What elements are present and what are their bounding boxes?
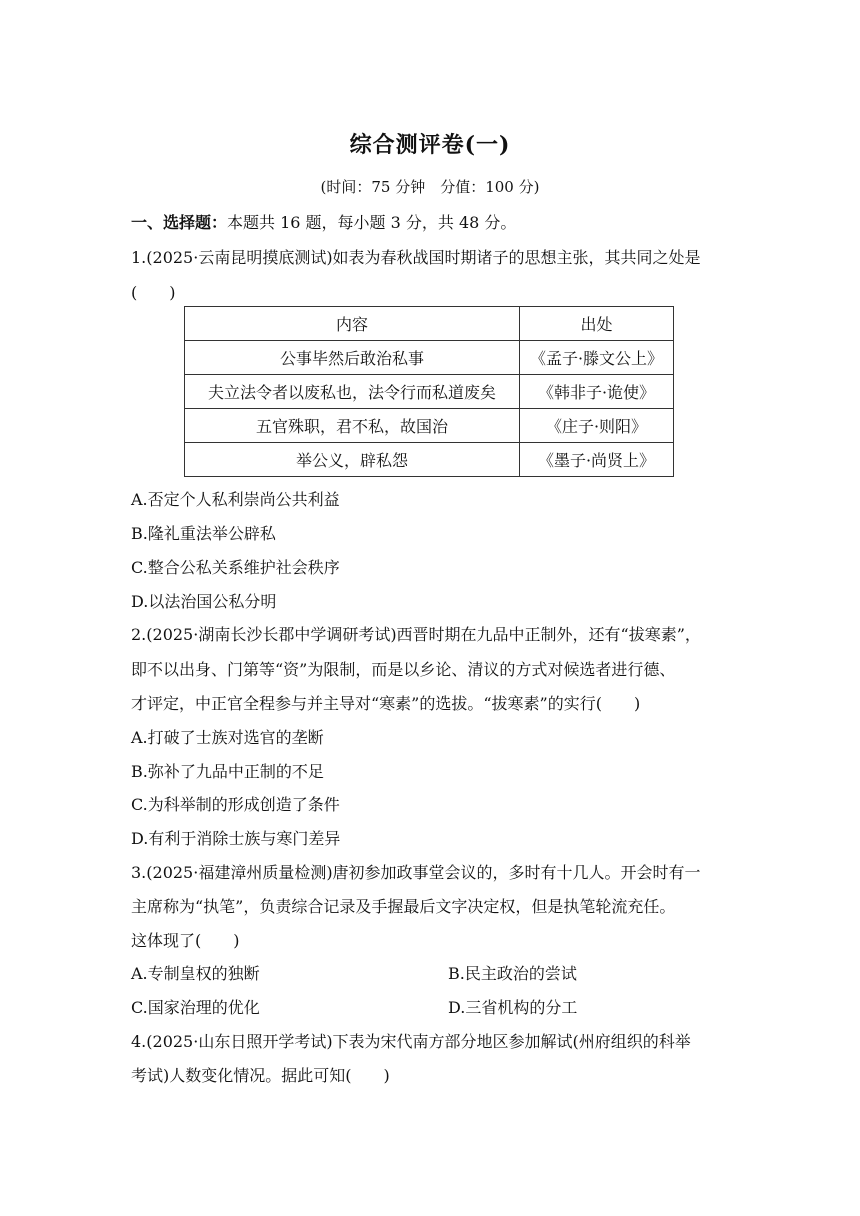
- q1-option-a: A.否定个人私利崇尚公共利益: [131, 490, 340, 509]
- q3-option-b: B.民主政治的尝试: [448, 964, 577, 983]
- q3-option-c: C.国家治理的优化: [131, 998, 260, 1017]
- table-cell: 《韩非子·诡使》: [520, 375, 674, 409]
- q3-option-a: A.专制皇权的独断: [131, 964, 260, 983]
- q1-option-c: C.整合公私关系维护社会秩序: [131, 558, 340, 577]
- q2-option-a: A.打破了士族对选官的垄断: [131, 728, 324, 747]
- section-heading: [131, 210, 516, 233]
- table-header-cell: 出处: [520, 307, 674, 341]
- section-heading-desc: 本题共 16 题，每小题 3 分，共 48 分。: [227, 213, 517, 232]
- q1-option-b: B.隆礼重法举公辟私: [131, 524, 276, 543]
- q1-option-d: D.以法治国公私分明: [131, 592, 277, 611]
- q3-stem-line1: 3.(2025·福建漳州质量检测)唐初参加政事堂会议的，多时有十几人。开会时有一: [131, 863, 701, 882]
- q2-option-b: B.弥补了九品中正制的不足: [131, 762, 324, 781]
- q3-option-d: D.三省机构的分工: [448, 998, 578, 1017]
- q2-option-d: D.有利于消除士族与寒门差异: [131, 829, 341, 848]
- table-cell: 《孟子·滕文公上》: [520, 341, 674, 375]
- table-row: [185, 409, 674, 443]
- table-cell: 夫立法令者以废私也，法令行而私道废矣: [185, 375, 520, 409]
- table-cell: 《墨子·尚贤上》: [520, 443, 674, 477]
- table-cell: 公事毕然后敢治私事: [185, 341, 520, 375]
- q4-stem-line1: 4.(2025·山东日照开学考试)下表为宋代南方部分地区参加解试(州府组织的科举: [131, 1032, 691, 1051]
- q3-stem-line2: 主席称为“执笔”，负责综合记录及手握最后文字决定权，但是执笔轮流充任。: [131, 897, 676, 916]
- table-cell: 五官殊职，君不私，故国治: [185, 409, 520, 443]
- table-header-row: [185, 307, 674, 341]
- q1-stem-line1: 1.(2025·云南昆明摸底测试)如表为春秋战国时期诸子的思想主张，其共同之处是: [131, 248, 701, 267]
- exam-meta: (时间：75 分钟 分值：100 分): [320, 178, 540, 196]
- q1-table: [184, 306, 674, 477]
- table-row: [185, 341, 674, 375]
- q2-stem-line1: 2.(2025·湖南长沙长郡中学调研考试)西晋时期在九品中正制外，还有“拔寒素”，: [131, 625, 701, 644]
- q3-stem-line3: 这体现了( ): [131, 931, 240, 950]
- q2-option-c: C.为科举制的形成创造了条件: [131, 795, 340, 814]
- table-row: [185, 375, 674, 409]
- table-row: [185, 443, 674, 477]
- q2-stem-line3: 才评定，中正官全程参与并主导对“寒素”的选拔。“拔寒素”的实行( ): [131, 694, 641, 713]
- q4-stem-line2: 考试)人数变化情况。据此可知( ): [131, 1066, 390, 1085]
- section-heading-label: 一、选择题：: [131, 213, 228, 232]
- page-title: 综合测评卷(一): [349, 132, 511, 158]
- table-header-cell: 内容: [185, 307, 520, 341]
- table-cell: 举公义，辟私怨: [185, 443, 520, 477]
- q2-stem-line2: 即不以出身、门第等“资”为限制，而是以乡论、清议的方式对候选者进行德、: [131, 660, 676, 679]
- table-cell: 《庄子·则阳》: [520, 409, 674, 443]
- q1-stem-line2: ( ): [131, 283, 176, 302]
